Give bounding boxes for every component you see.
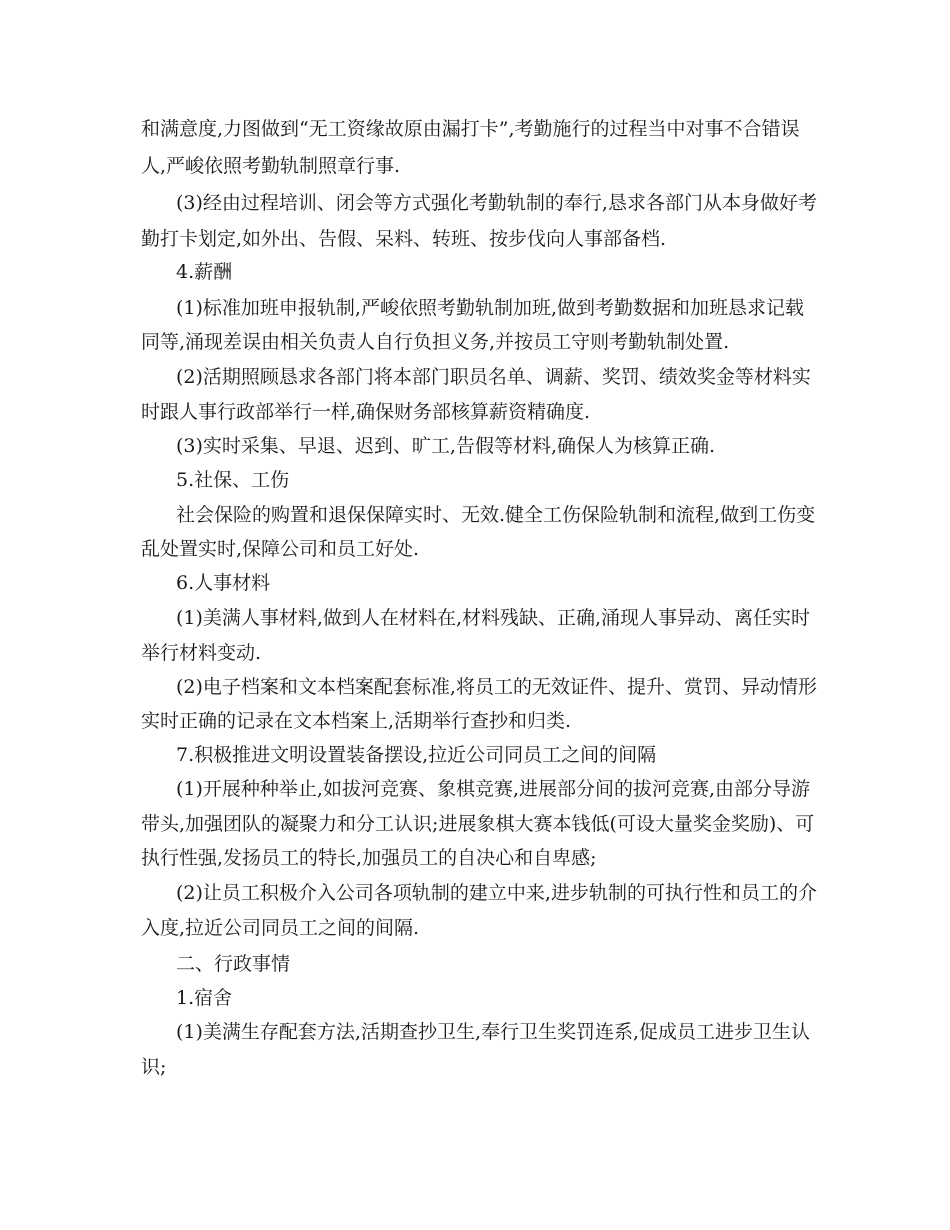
- text-line-10: (3)实时采集、早退、迟到、旷工,告假等材料,确保人为核算正确.: [176, 435, 716, 457]
- text-line-23: (2)让员工积极介入公司各项轨制的建立中来,进步轨制的可执行性和员工的介: [176, 882, 817, 904]
- section-heading-social-insurance: 5.社保、工伤: [176, 469, 290, 491]
- text-line-28: 识;: [141, 1056, 167, 1078]
- section-heading-personnel-records: 6.人事材料: [176, 572, 271, 594]
- section-heading-salary: 4.薪酬: [176, 261, 233, 283]
- text-line-7: 同等,涌现差误由相关负责人自行负担义务,并按员工守则考勤轨制处置.: [141, 331, 730, 353]
- text-line-6: (1)标准加班申报轨制,严峻依照考勤轨制加班,做到考勤数据和加班恳求记载: [176, 297, 804, 319]
- text-line-17: (2)电子档案和文本档案配套标准,将员工的无效证件、提升、赏罚、异动情形: [176, 676, 817, 698]
- text-line-8: (2)活期照顾恳求各部门将本部门职员名单、调薪、奖罚、绩效奖金等材料实: [176, 366, 811, 388]
- section-heading-administration: 二、行政事情: [176, 953, 291, 975]
- text-line-1: 和满意度,力图做到“无工资缘故原由漏打卡”,考勤施行的过程当中对事不合错误: [141, 118, 800, 140]
- section-heading-dormitory: 1.宿舍: [176, 987, 233, 1009]
- text-line-12: 社会保险的购置和退保保障实时、无效.健全工伤保险轨制和流程,做到工伤变: [176, 504, 816, 526]
- text-line-13: 乱处置实时,保障公司和员工好处.: [141, 538, 420, 560]
- text-line-20: (1)开展种种举止,如拔河竞赛、象棋竞赛,进展部分间的拔河竞赛,由部分导游: [176, 778, 811, 800]
- text-line-15: (1)美满人事材料,做到人在材料在,材料残缺、正确,涌现人事异动、离任实时: [176, 607, 811, 629]
- text-line-4: 勤打卡划定,如外出、告假、呆料、转班、按步伐向人事部备档.: [141, 228, 667, 250]
- text-line-22: 执行性强,发扬员工的特长,加强员工的自决心和自卑感;: [141, 847, 597, 869]
- text-line-27: (1)美满生存配套方法,活期查抄卫生,奉行卫生奖罚连系,促成员工进步卫生认: [176, 1021, 811, 1043]
- text-line-3: (3)经由过程培训、闭会等方式强化考勤轨制的奉行,恳求各部门从本身做好考: [176, 192, 817, 214]
- text-line-18: 实时正确的记录在文本档案上,活期举行查抄和归类.: [141, 710, 572, 732]
- text-line-21: 带头,加强团队的凝聚力和分工认识;进展象棋大赛本钱低(可设大量奖金奖励)、可: [141, 813, 815, 835]
- text-line-9: 时跟人事行政部举行一样,确保财务部核算薪资精确度.: [141, 401, 591, 423]
- text-line-2: 人,严峻依照考勤轨制照章行事.: [141, 155, 401, 177]
- text-line-24: 入度,拉近公司同员工之间的间隔.: [141, 917, 420, 939]
- text-line-16: 举行材料变动.: [141, 642, 262, 664]
- section-heading-culture: 7.积极推进文明设置装备摆设,拉近公司同员工之间的间隔: [176, 744, 657, 766]
